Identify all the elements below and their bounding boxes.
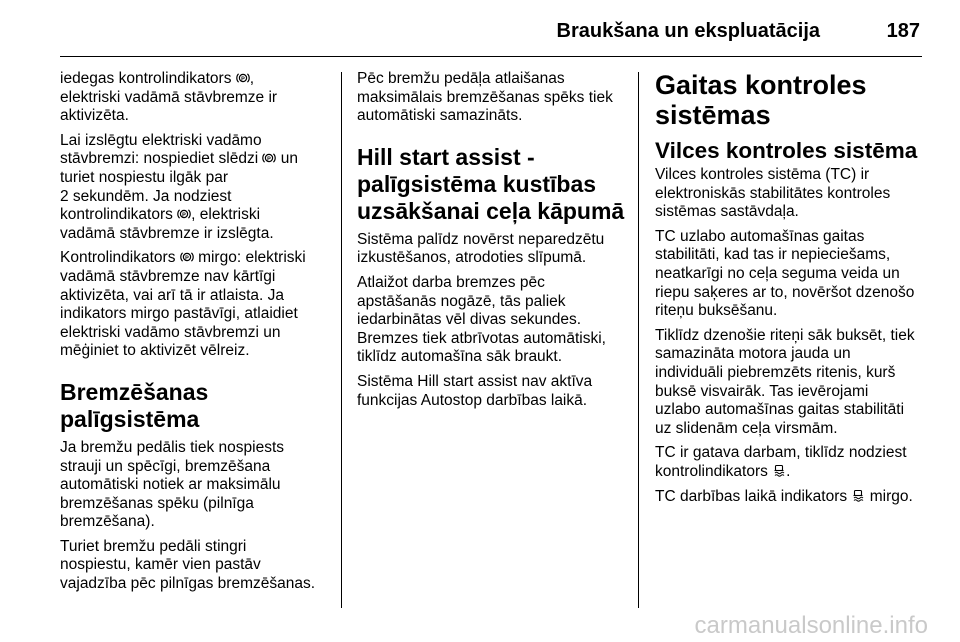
column-3 — [655, 70, 925, 512]
column-2 — [357, 70, 627, 416]
text: Kontrolindikators — [60, 249, 180, 267]
text: iedegas kontrolindikators — [60, 70, 236, 87]
header-divider — [60, 56, 922, 57]
paragraph — [60, 249, 330, 361]
svg-text:P: P — [240, 76, 245, 83]
paragraph: Sistēma Hill start assist nav aktīva funkcijas Autostop darbības laikā. — [357, 372, 593, 409]
column-divider-1 — [341, 72, 342, 608]
text: TC ir gatava darbam, tiklīdz nodziest kontrolindikators — [655, 444, 907, 480]
text: , elektriski vadāmā stāvbremze ir izslēgta. — [60, 206, 274, 242]
parking-brake-indicator-icon — [177, 207, 191, 219]
parking-brake-indicator-icon — [236, 71, 250, 83]
paragraph — [60, 132, 330, 244]
text: un turiet nospiestu ilgāk par 2 sekundēm. Ja nodziest kontrolindikators — [60, 150, 299, 224]
page-number: 187 — [886, 20, 920, 42]
header-title: Braukšana un ekspluatācija — [556, 20, 820, 42]
text: . — [786, 462, 791, 480]
parking-brake-indicator-icon — [180, 250, 194, 262]
section-heading: Hill start assist - palīgsistēma kustības uzsākšanai ceļa kāpumā — [357, 143, 625, 224]
traction-control-icon — [851, 489, 865, 501]
paragraph: Vilces kontroles sistēma (TC) ir elektroniskās stabilitātes kontroles sistēmas sastāvdaļa. — [655, 166, 891, 221]
chapter-title: Gaitas kontroles sistēmas — [655, 70, 867, 130]
section-heading: Bremzēšanas palīgsistēma — [60, 378, 209, 432]
paragraph: Sistēma palīdz novērst neparedzētu izkustēšanos, atrodoties slīpumā. — [357, 230, 605, 267]
text: Lai izslēgtu elektriski vadāmo stāvbremzi: nospiediet slēdzi — [60, 131, 262, 168]
text: TC darbības laikā indikators — [655, 487, 852, 505]
paragraph — [655, 488, 925, 507]
paragraph: Pēc bremžu pedāļa atlaišanas maksimālais bremzēšanas spēks tiek automātiski samazināts. — [357, 70, 613, 125]
paragraph: Tiklīdz dzenošie riteņi sāk buksēt, tiek samazināta motora jauda un individuāli piebremzēts ritenis, kurš buksē visvairāk. Tas ievērojami uzlabo automašīnas gaitas stabilitāti uz slidenām ceļa virsmām. — [655, 326, 915, 437]
paragraph — [655, 444, 925, 481]
parking-brake-switch-icon — [262, 151, 276, 163]
paragraph: Ja bremžu pedālis tiek nospiests strauji un spēcīgi, bremzēšana automātiski notiek ar maksimālu bremzēšanas spēku (pilnīga bremzēšana). — [60, 438, 285, 531]
svg-text:P: P — [184, 255, 189, 262]
column-1 — [60, 70, 330, 600]
paragraph: Atlaižot darba bremzes pēc apstāšanās nogāzē, tās paliek iedarbinātas vēl divas sekundes. Bremzes tiek atbrīvotas automātiski, tiklīdz automašīna sāk braukt. — [357, 273, 606, 366]
paragraph: TC uzlabo automašīnas gaitas stabilitāti, kad tas ir nepieciešams, neatkarīgi no ceļa seguma veida un riepu saķeres ar to, novēršot dzenošo riteņu buksēšanu. — [655, 227, 915, 320]
watermark: carmanualsonline.info — [694, 612, 928, 639]
paragraph: Turiet bremžu pedāli stingri nospiestu, kamēr vien pastāv vajadzība pēc pilnīgas bremzēšanas. — [60, 537, 316, 593]
text: mirgo. — [865, 487, 913, 505]
svg-text:P: P — [267, 156, 272, 163]
traction-control-icon — [772, 464, 786, 476]
text: mirgo: elektriski vadāmā stāvbremze nav kārtīgi aktivizēta, vai arī tā ir atlaista. Ja indikators mirgo pastāvīgi, atlaidiet elektriski vadāmo stāvbremzi un mēģiniet to aktivizēt vēlreiz. — [60, 249, 306, 360]
column-divider-2 — [638, 72, 639, 608]
svg-text:P: P — [182, 212, 187, 219]
section-heading: Vilces kontroles sistēma — [655, 138, 918, 163]
text: , elektriski vadāmā stāvbremze ir aktivizēta. — [60, 70, 278, 125]
paragraph — [60, 70, 330, 126]
